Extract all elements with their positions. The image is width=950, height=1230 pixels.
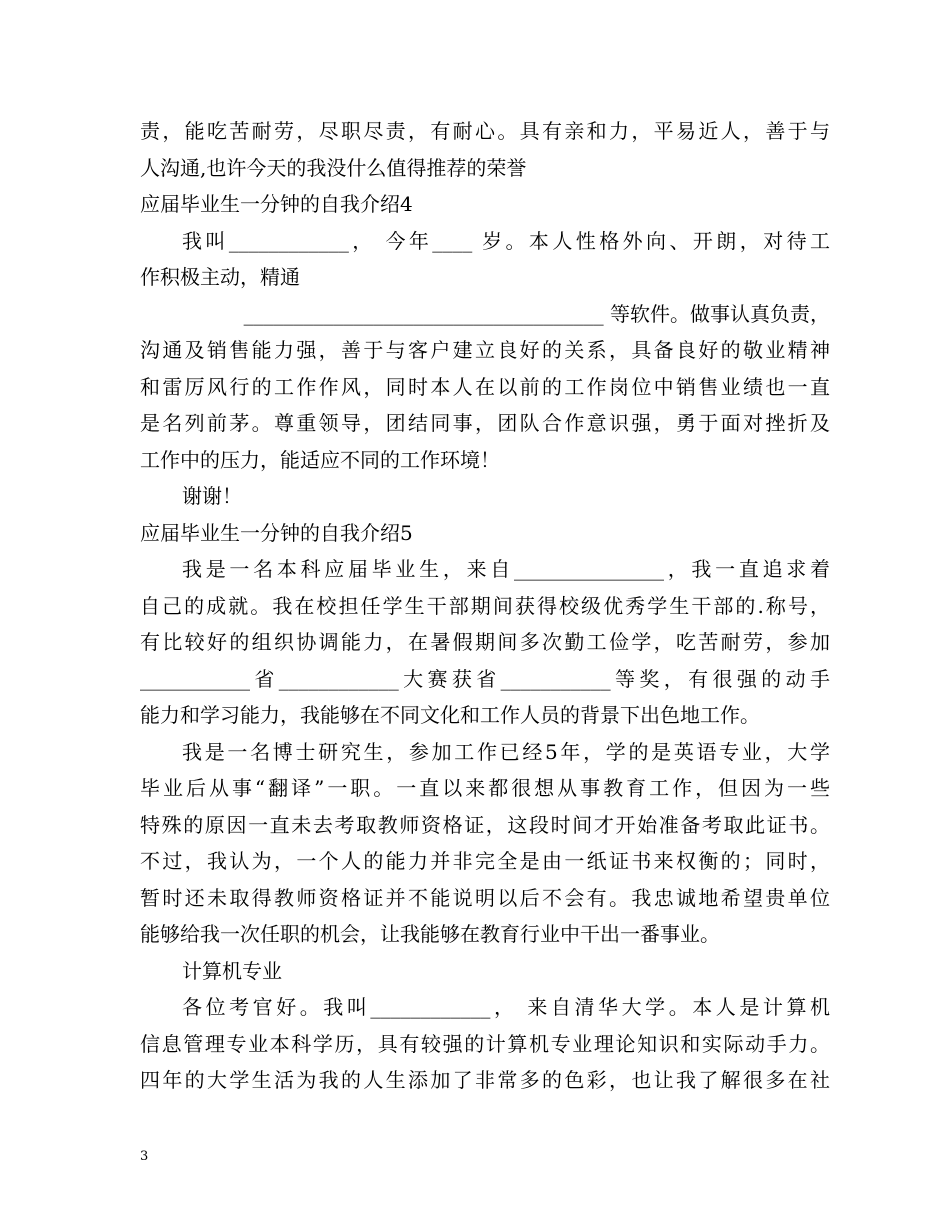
text-line: ___________省____________大赛获省___________等奖，有很强的动手 [140,666,830,691]
text-line: ____________________________________ 等软件。做事认真负责， [243,301,830,326]
text-line: 有比较好的组织协调能力，在暑假期间多次勤工俭学，吃苦耐劳，参加 [140,630,830,654]
text-line: 自己的成就。我在校担任学生干部期间获得校级优秀学生干部的.称号， [140,593,830,618]
text-line: 沟通及销售能力强，善于与客户建立良好的关系，具备良好的敬业精神 [140,338,830,362]
text-line: 各位考官好。我叫____________， 来自清华大学。本人是计算机 [182,995,830,1019]
text-line: 能够给我一次任职的机会，让我能够在教育行业中干出一番事业。 [140,922,720,946]
section-heading: 应届毕业生一分钟的自我介绍4 [140,192,413,216]
text-line: 特殊的原因一直未去考取教师资格证，这段时间才开始准备考取此证书。 [140,812,830,837]
text-line: 暂时还未取得教师资格证并不能说明以后不会有。我忠诚地希望贵单位 [140,885,830,910]
document-body [140,113,830,1099]
text-line: 信息管理专业本科学历，具有较强的计算机专业理论知识和实际动手力。 [140,1031,830,1056]
text-line: 责，能吃苦耐劳，尽职尽责，有耐心。具有亲和力，平易近人，善于与 [140,119,830,143]
text-line: 计算机专业 [182,958,282,983]
text-line: 人沟通,也许今天的我没什么值得推荐的荣誉 [140,155,527,180]
text-line: 能力和学习能力，我能够在不同文化和工作人员的背景下出色地工作。 [140,703,760,727]
text-line: 我是一名本科应届毕业生，来自_______________，我一直追求着 [182,557,830,581]
text-line: 我叫____________， 今年____ 岁。本人性格外向、开朗，对待工 [182,228,830,253]
text-line: 我是一名博士研究生，参加工作已经5年，学的是英语专业，大学 [182,739,830,764]
page-number: 3 [140,1149,149,1164]
text-line: 谢谢！ [182,484,242,508]
text-line: 是名列前茅。尊重领导，团结同事，团队合作意识强，勇于面对挫折及 [140,411,830,435]
text-line: 四年的大学生活为我的人生添加了非常多的色彩，也让我了解很多在社 [140,1068,830,1092]
text-line: 不过，我认为，一个人的能力并非完全是由一纸证书来权衡的；同时， [140,849,830,873]
text-line: 作积极主动，精通 [140,265,300,289]
section-heading: 应届毕业生一分钟的自我介绍5 [140,520,413,545]
text-line: 工作中的压力，能适应不同的工作环境！ [140,447,500,472]
text-line: 和雷厉风行的工作作风，同时本人在以前的工作岗位中销售业绩也一直 [140,374,830,399]
text-line: 毕业后从事“翻译”一职。一直以来都很想从事教育工作，但因为一些 [140,776,830,800]
